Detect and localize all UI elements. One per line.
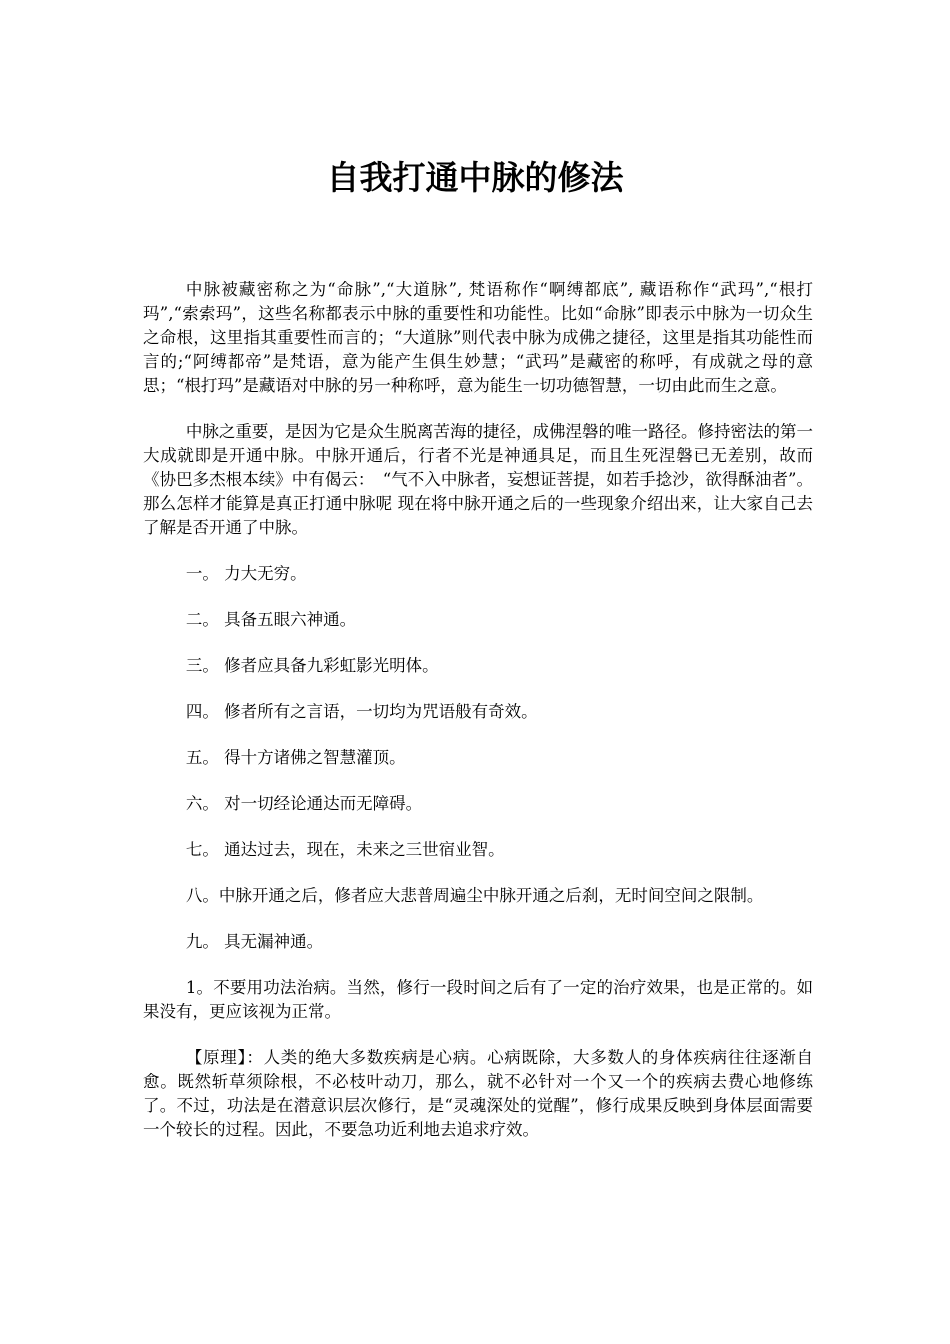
list-item: 九。 具无漏神通。	[185, 932, 324, 951]
list-item: 七。 通达过去，现在，未来之三世宿业智。	[185, 840, 505, 859]
list-item: 一。 力大无穷。	[185, 564, 307, 583]
note-paragraph: 1。不要用功法治病。当然，修行一段时间之后有了一定的治疗效果，也是正常的。如果没有，更应该视为正常。	[143, 978, 813, 1021]
principle-paragraph: 【原理】：人类的绝大多数疾病是心病。心病既除，大多数人的身体疾病往往逐渐自愈。既然斩草须除根，不必枝叶动刀，那么，就不必针对一个又一个的疾病去费心地修练了。不过，功法是在潜意识层次修行，是“灵魂深处的觉醒”，修行成果反映到身体层面需要一个较长的过程。因此，不要急功近利地去追求疗效。	[143, 1048, 813, 1139]
document-body	[143, 278, 813, 1164]
list-item: 三。 修者应具备九彩虹影光明体。	[185, 656, 439, 675]
list-item: 八。中脉开通之后，修者应大悲普周遍尘中脉开通之后刹，无时间空间之限制。	[185, 886, 764, 905]
document-title: 自我打通中脉的修法	[326, 158, 624, 197]
importance-paragraph: 中脉之重要，是因为它是众生脱离苦海的捷径，成佛涅磐的唯一路径。修持密法的第一大成就即是开通中脉。中脉开通后，行者不光是神通具足，而且生死涅磐已无差别，故而《协巴多杰根本续》中有偈云： “气不入中脉者，妄想证菩提，如若手捻沙，欲得酥油者”。那么怎样才能算是真正打通中脉呢 现在将中脉开通之后的一些现象介绍出来，让大家自己去了解是否开通了中脉。	[143, 422, 813, 537]
intro-paragraph: 中脉被藏密称之为“命脉”,“大道脉”, 梵语称作“啊缚都底”, 藏语称作“武玛”,“根打玛”,“索索玛”，这些名称都表示中脉的重要性和功能性。比如“命脉”即表示中脉为一切众生之命根，这里指其重要性而言的；“大道脉”则代表中脉为成佛之捷径，这里是指其功能性而言的;“阿缚都帝”是梵语，意为能产生俱生妙慧；“武玛”是藏密的称呼，有成就之母的意思；“根打玛”是藏语对中脉的另一种称呼，意为能生一切功德智慧，一切由此而生之意。	[143, 280, 813, 395]
list-item: 五。 得十方诸佛之智慧灌顶。	[185, 748, 406, 767]
list-item: 二。 具备五眼六神通。	[185, 610, 357, 629]
list-item: 六。 对一切经论通达而无障碍。	[185, 794, 423, 813]
list-item: 四。 修者所有之言语，一切均为咒语般有奇效。	[185, 702, 538, 721]
